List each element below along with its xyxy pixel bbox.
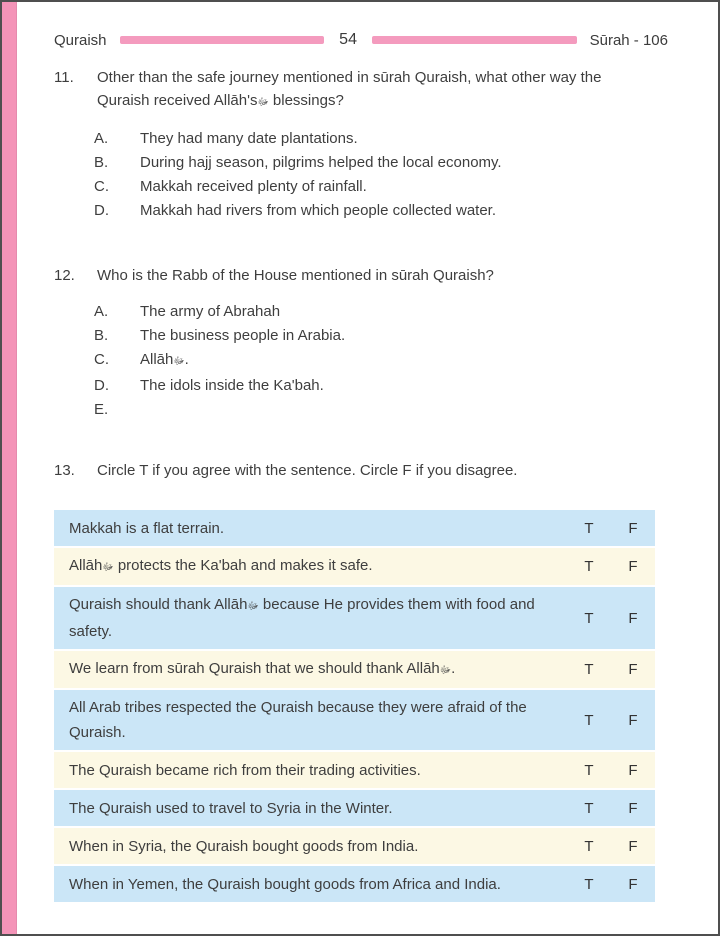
allah-honorific-mark: ﷻ	[439, 665, 452, 676]
question-number: 12.	[54, 267, 75, 284]
option-text: During hajj season, pilgrims helped the local economy.	[140, 154, 502, 171]
allah-honorific-mark: ﷻ	[247, 601, 259, 612]
tf-false-option[interactable]: F	[628, 609, 638, 627]
option-item	[94, 300, 668, 324]
tf-false-option[interactable]: F	[628, 837, 638, 855]
option-text: Makkah had rivers from which people collected water.	[140, 202, 497, 219]
option-text: Makkah received plenty of rainfall.	[140, 178, 367, 195]
allah-honorific-mark: ﷻ	[102, 562, 114, 573]
tf-false-option[interactable]: F	[628, 558, 638, 575]
tf-row	[54, 790, 655, 826]
option-text: They had many date plantations.	[140, 130, 358, 147]
option-letter: A.	[94, 303, 109, 320]
tf-statement: The Quraish became rich from their trading activities.	[69, 761, 421, 779]
option-item	[94, 127, 668, 151]
tf-statement: Makkah is a flat terrain.	[69, 519, 225, 537]
tf-true-option[interactable]: T	[584, 799, 594, 817]
allah-honorific-mark: ﷻ	[257, 97, 269, 108]
option-letter: E.	[94, 401, 109, 418]
option-item	[94, 324, 668, 348]
tf-true-option[interactable]: T	[584, 558, 594, 575]
tf-true-option[interactable]: T	[584, 761, 594, 779]
tf-row	[54, 828, 655, 864]
tf-row	[54, 651, 655, 688]
question-text: Circle T if you agree with the sentence. Circle F if you disagree.	[97, 462, 518, 479]
option-text: Allāhﷻ.	[140, 351, 189, 368]
option-text: The business people in Arabia.	[140, 327, 346, 344]
tf-true-option[interactable]: T	[584, 609, 594, 627]
tf-statement: All Arab tribes respected the Quraish because they were afraid of the Quraish.	[69, 699, 527, 741]
question-number: 11.	[54, 69, 74, 86]
tf-false-option[interactable]: F	[628, 519, 638, 537]
tf-row	[54, 587, 655, 649]
option-letter: C.	[94, 178, 109, 195]
option-item	[94, 175, 668, 199]
tf-statement: When in Syria, the Quraish bought goods from India.	[69, 837, 419, 855]
option-letter: D.	[94, 202, 109, 219]
tf-false-option[interactable]: F	[628, 661, 638, 678]
option-item	[94, 398, 668, 422]
left-accent-strip	[2, 2, 17, 934]
tf-row	[54, 690, 655, 750]
question-text: Other than the safe journey mentioned in sūrah Quraish, what other way the Quraish received Allāh'sﷻ blessings?	[97, 69, 602, 109]
option-letter: A.	[94, 130, 109, 147]
tf-false-option[interactable]: F	[628, 711, 638, 729]
question-text: Who is the Rabb of the House mentioned in sūrah Quraish?	[97, 267, 494, 284]
option-item	[94, 199, 668, 223]
header-surah-name: Quraish	[54, 31, 107, 49]
tf-row	[54, 548, 655, 585]
option-item	[94, 151, 668, 175]
option-letter: B.	[94, 154, 109, 171]
tf-false-option[interactable]: F	[628, 875, 638, 893]
option-item	[94, 374, 668, 398]
header-divider-left	[120, 36, 325, 44]
option-text: The idols inside the Ka'bah.	[140, 377, 324, 394]
tf-row	[54, 866, 655, 902]
allah-honorific-mark: ﷻ	[173, 356, 185, 367]
tf-row	[54, 752, 655, 788]
option-letter: B.	[94, 327, 109, 344]
option-letter: C.	[94, 351, 109, 368]
tf-true-option[interactable]: T	[584, 519, 594, 537]
question-12-options	[94, 300, 668, 422]
tf-false-option[interactable]: F	[628, 799, 638, 817]
tf-statement: The Quraish used to travel to Syria in the Winter.	[69, 799, 393, 817]
tf-false-option[interactable]: F	[628, 761, 638, 779]
question-12	[54, 264, 668, 287]
tf-true-option[interactable]: T	[584, 711, 594, 729]
option-text: The army of Abrahah	[140, 303, 281, 320]
option-letter: D.	[94, 377, 109, 394]
question-number: 13.	[54, 462, 75, 479]
tf-row	[54, 510, 655, 546]
tf-true-option[interactable]: T	[584, 875, 594, 893]
page-header	[54, 31, 668, 49]
question-13	[54, 459, 668, 482]
header-surah-ref: Sūrah - 106	[589, 31, 668, 49]
header-divider-right	[372, 36, 577, 44]
tf-statement: When in Yemen, the Quraish bought goods from Africa and India.	[69, 875, 501, 893]
tf-statement: We learn from sūrah Quraish that we should thank Allāhﷻ.	[69, 660, 456, 677]
page-content	[54, 2, 668, 904]
question-11	[54, 66, 668, 114]
tf-statement: Allāhﷻ protects the Ka'bah and makes it safe.	[69, 557, 373, 574]
question-11-options	[94, 127, 668, 223]
tf-statement: Quraish should thank Allāhﷻ because He provides them with food and safety.	[69, 596, 535, 640]
tf-true-option[interactable]: T	[584, 661, 594, 678]
tf-true-option[interactable]: T	[584, 837, 594, 855]
option-item	[94, 348, 668, 374]
page-number: 54	[339, 31, 357, 48]
true-false-table	[54, 510, 655, 902]
